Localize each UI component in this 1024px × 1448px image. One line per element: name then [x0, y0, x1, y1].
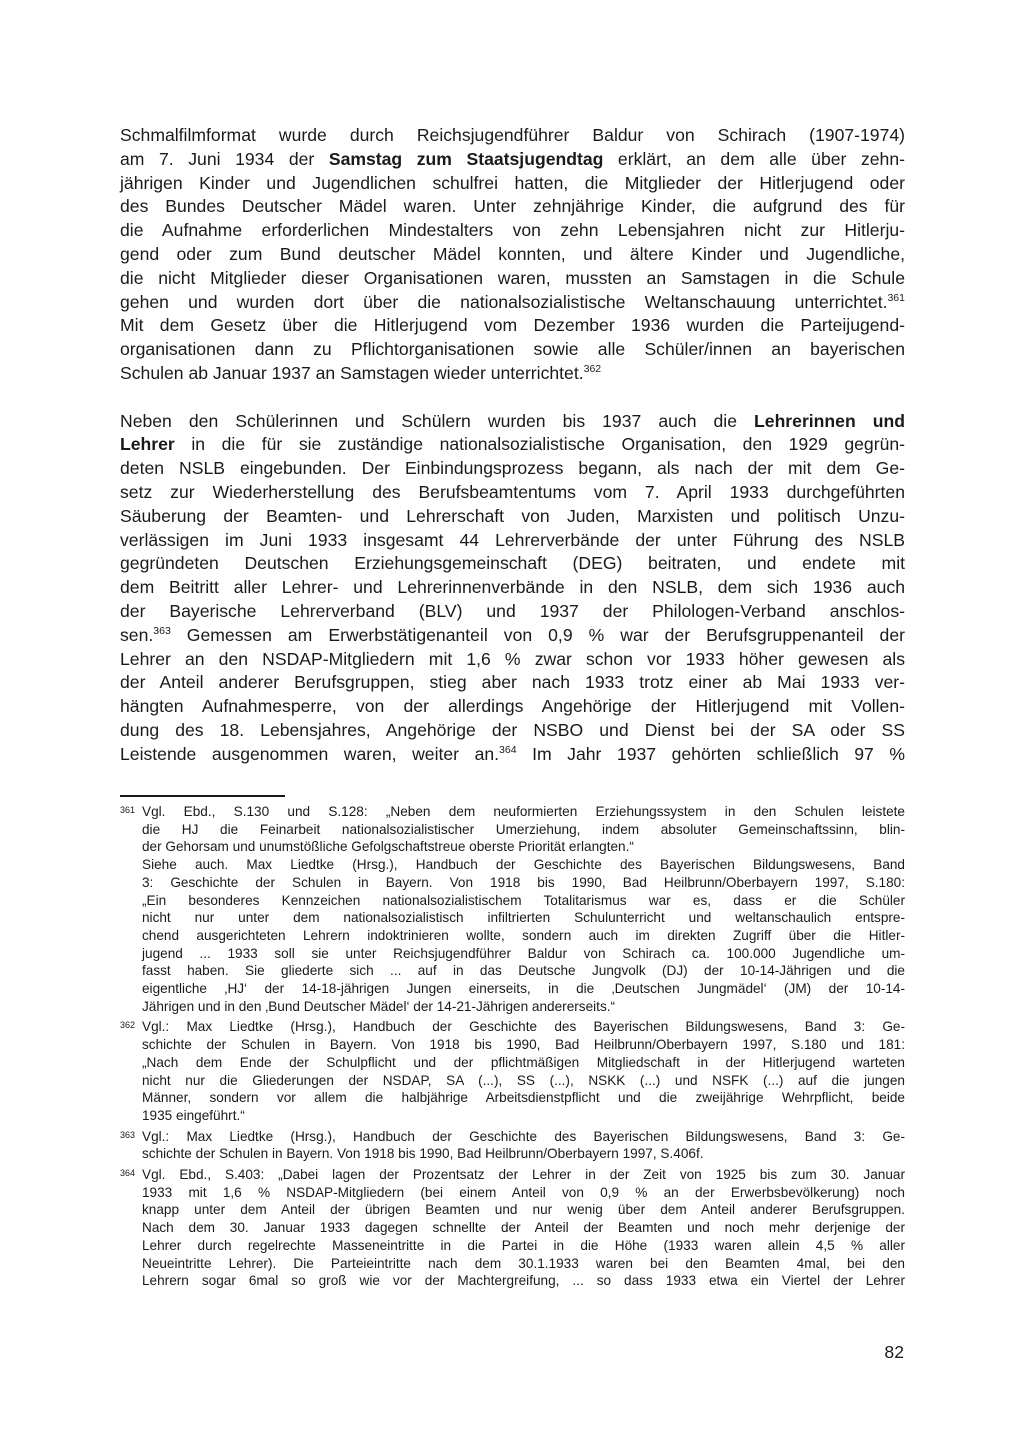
emphasis-lehrerinnen-und: Lehrerinnen und [754, 410, 905, 431]
text-line: am 7. Juni 1934 der Samstag zum Staatsjugendtag erklärt, an dem alle über zehn- [120, 148, 905, 169]
footnote-number: 362 [120, 1020, 136, 1031]
text-line: der Bayerische Lehrerverband (BLV) und 1937 der Philologen-Verband anschlos- [120, 600, 905, 621]
footnote-line: schichte der Schulen in Bayern. Von 1918 bis 1990, Bad Heilbrunn/Oberbayern 1997, S.180 und 181: [142, 1037, 905, 1053]
footnote-line: chend ausgerichteten Lehrern indoktrinieren wollte, sondern auch im direkten Zugriff über die Hitler- [142, 927, 905, 943]
text-line: Schulen ab Januar 1937 an Samstagen wieder unterrichtet.$^{362}$ [120, 362, 602, 383]
text-line: deten NSLB eingebunden. Der Einbindungsprozess begann, als nach der mit dem Ge- [120, 458, 905, 479]
footnote-line: Lehrer durch regelrechte Masseneintritte in die Partei in die Höhe (1933 waren allein 4,5 % aller [142, 1237, 905, 1253]
footnote-line: 1933 mit 1,6 % NSDAP-Mitgliedern (bei einem Anteil von 0,9 % an der Erwerbsbevölkerung) noch [142, 1184, 905, 1200]
text-line: der Anteil anderer Berufsgruppen, stieg aber nach 1933 trotz einer ab Mai 1933 ver- [120, 672, 905, 693]
emphasis-lehrer: Lehrer [120, 434, 175, 455]
footnote-line: nicht nur unter dem nationalsozialistisch infiltrierten Schulunterricht und weltanschaulich entspre- [142, 910, 905, 926]
text-line: Neben den Schülerinnen und Schülern wurden bis 1937 auch die Lehrerinnen und [120, 410, 905, 431]
footnote-line: fasst haben. Sie gliederte sich ... auf in das Deutsche Jungvolk (DJ) der 10-14-Jährigen und die [142, 963, 905, 979]
footnote-line: knapp unter dem Anteil der übrigen Beamten und nur wenig über dem Anteil anderer Berufsgruppen. [142, 1202, 905, 1218]
text-line: dem Beitritt aller Lehrer- und Lehrerinnenverbände in den NSLB, dem sich 1936 auch [120, 577, 905, 598]
footnote-line: Lehrern sogar 6mal so groß wie vor der Machtergreifung, ... so dass 1933 etwa ein Viertel der Lehrer [142, 1273, 905, 1289]
footnote-line: Nach dem 30. Januar 1933 dagegen schnellte der Anteil der Beamten und noch mehr derjenige der [142, 1220, 905, 1236]
text-line: hängten Aufnahmesperre, von der allerdings Angehörige der Hitlerjugend mit Vollen- [120, 696, 905, 717]
page-number: 82 [884, 1342, 904, 1362]
footnote-line: Vgl. Ebd., S.130 und S.128: „Neben dem neuformierten Erziehungssystem in den Schulen leistete [142, 804, 905, 819]
footnote-line: die HJ die Feinarbeit nationalsozialistischer Umerziehung, indem absoluter Gemeinschaftssinn, blin- [142, 821, 905, 837]
text-line: gend oder zum Bund deutscher Mädel konnten, und ältere Kinder und Jugendliche, [120, 243, 905, 264]
footnote-line: jugend ... 1933 soll sie unter Reichsjugendführer Baldur von Schirach ca. 100.000 Jugendliche um- [142, 945, 905, 961]
text-line: organisationen dann zu Pflichtorganisationen sowie alle Schüler/innen an bayerischen [120, 339, 905, 360]
body-text [120, 124, 905, 767]
footnote-number: 363 [120, 1129, 136, 1140]
paragraph-saturday-state-youth-day [120, 124, 905, 386]
text-line: die nicht Mitglieder dieser Organisationen waren, mussten an Samstagen in die Schule [120, 267, 905, 288]
footnote-line: Jährigen und in den ‚Bund Deutscher Mädel‘ der 14-21-Jährigen andererseits.“ [142, 998, 616, 1014]
footnote-line: Siehe auch. Max Liedtke (Hrsg.), Handbuch der Geschichte des Bayerischen Bildungswesens, Band [142, 857, 905, 873]
footnote-line: „Nach dem Ende der Schulpflicht und der pflichtmäßigen Mitgliedschaft in der Hitlerjugend warteten [142, 1054, 905, 1070]
text-line: dung des 18. Lebensjahres, Angehörige der NSBO und Dienst bei der SA oder SS [120, 719, 905, 740]
text-line: Schmalfilmformat wurde durch Reichsjugendführer Baldur von Schirach (1907-1974) [120, 125, 905, 145]
footnote-number: 364 [120, 1168, 136, 1179]
footnote-ref-363[interactable]: 363 [153, 624, 171, 637]
footnote-line: Vgl.: Max Liedtke (Hrsg.), Handbuch der Geschichte des Bayerischen Bildungswesens, Band 3: Ge- [142, 1128, 905, 1144]
footnote-line: Männer, sondern vor allem die halbjährige Arbeitsdienstpflicht und die zweijährige Wehrpflicht, beide [142, 1090, 905, 1106]
footnote-separator [120, 795, 285, 797]
footnote-ref-361[interactable]: 361 [887, 291, 905, 304]
text-line: jährigen Kinder und Jugendlichen schulfrei hatten, die Mitglieder der Hitlerjugend oder [120, 172, 905, 193]
footnote-364 [120, 1166, 905, 1290]
text-line: verlässigen im Juni 1933 insgesamt 44 Lehrerverbände der unter Führung des NSLB [120, 529, 905, 550]
footnote-362 [120, 1018, 905, 1124]
footnote-line: Neueintritte Lehrer). Die Parteieintritte nach dem 30.1.1933 waren bei den Beamten 4mal, bei den [142, 1255, 905, 1271]
footnote-line: schichte der Schulen in Bayern. Von 1918 bis 1990, Bad Heilbrunn/Oberbayern 1997, S.406f. [142, 1146, 704, 1162]
footnote-line: nicht nur die Gliederungen der NSDAP, SA (...), SS (...), NSKK (...) und NSFK (...) auf die jungen [142, 1072, 905, 1088]
text-line: Leistende ausgenommen waren, weiter an.$^{364}$ Im Jahr 1937 gehörten schließlich 97 % [120, 743, 906, 764]
text-line: die Aufnahme erforderlichen Mindestalters von zehn Lebensjahren nicht zur Hitlerju- [120, 220, 905, 241]
text-line: gehen und wurden dort über die nationalsozialistische Weltanschauung unterrichtet.$^{361}$ [120, 291, 905, 312]
footnote-line: eigentliche ‚HJ‘ der 14-18-jährigen Jungen einerseits, in die ‚Deutschen Jungmädel‘ (JM) der 10-14- [142, 981, 905, 997]
emphasis-samstag-staatsjugendtag: Samstag zum Staatsjugendtag [328, 148, 604, 169]
text-line: sen.$^{363}$ Gemessen am Erwerbstätigenanteil von 0,9 % war der Berufsgruppenanteil der [120, 624, 905, 645]
footnote-ref-364[interactable]: 364 [499, 743, 517, 756]
footnote-line: Vgl.: Max Liedtke (Hrsg.), Handbuch der Geschichte des Bayerischen Bildungswesens, Band 3: Ge- [142, 1019, 905, 1035]
footnotes [120, 803, 905, 1293]
text-line: Säuberung der Beamten- und Lehrerschaft von Juden, Marxisten und politisch Unzu- [120, 505, 905, 526]
paragraph-teachers-nslb [120, 410, 905, 767]
text-line: Lehrer in die für sie zuständige nationalsozialistische Organisation, den 1929 gegrün- [120, 434, 905, 455]
footnote-line: Vgl. Ebd., S.403: „Dabei lagen der Prozentsatz der Lehrer in der Zeit von 1925 bis zum 30. Januar [142, 1167, 905, 1183]
footnote-363 [120, 1128, 905, 1163]
footnote-line: „Ein besonderes Kennzeichen nationalsozialistischem Totalitarismus war es, dass er die Schüler [142, 892, 905, 908]
footnote-line: der Gehorsam und unumstößliche Gefolgschaftstreue oberste Priorität erlangten.“ [142, 839, 634, 855]
text-line: setz zur Wiederherstellung des Berufsbeamtentums vom 7. April 1933 durchgeführten [120, 481, 905, 502]
text-line: Mit dem Gesetz über die Hitlerjugend vom Dezember 1936 wurden die Parteijugend- [120, 315, 905, 336]
footnote-361 [120, 803, 905, 1015]
text-line: gegründeten Deutschen Erziehungsgemeinschaft (DEG) beitraten, und endete mit [120, 553, 905, 574]
footnote-number: 361 [120, 805, 136, 815]
footnote-line: 1935 eingeführt.“ [142, 1107, 245, 1123]
footnote-ref-362[interactable]: 362 [583, 362, 602, 375]
text-line: des Bundes Deutscher Mädel waren. Unter zehnjährige Kinder, die aufgrund des für [120, 196, 905, 217]
text-line: Lehrer an den NSDAP-Mitgliedern mit 1,6 % zwar schon vor 1933 höher gewesen als [120, 648, 905, 669]
footnote-line: 3: Geschichte der Schulen in Bayern. Von 1918 bis 1990, Bad Heilbrunn/Oberbayern 1997, S.180: [142, 874, 905, 890]
